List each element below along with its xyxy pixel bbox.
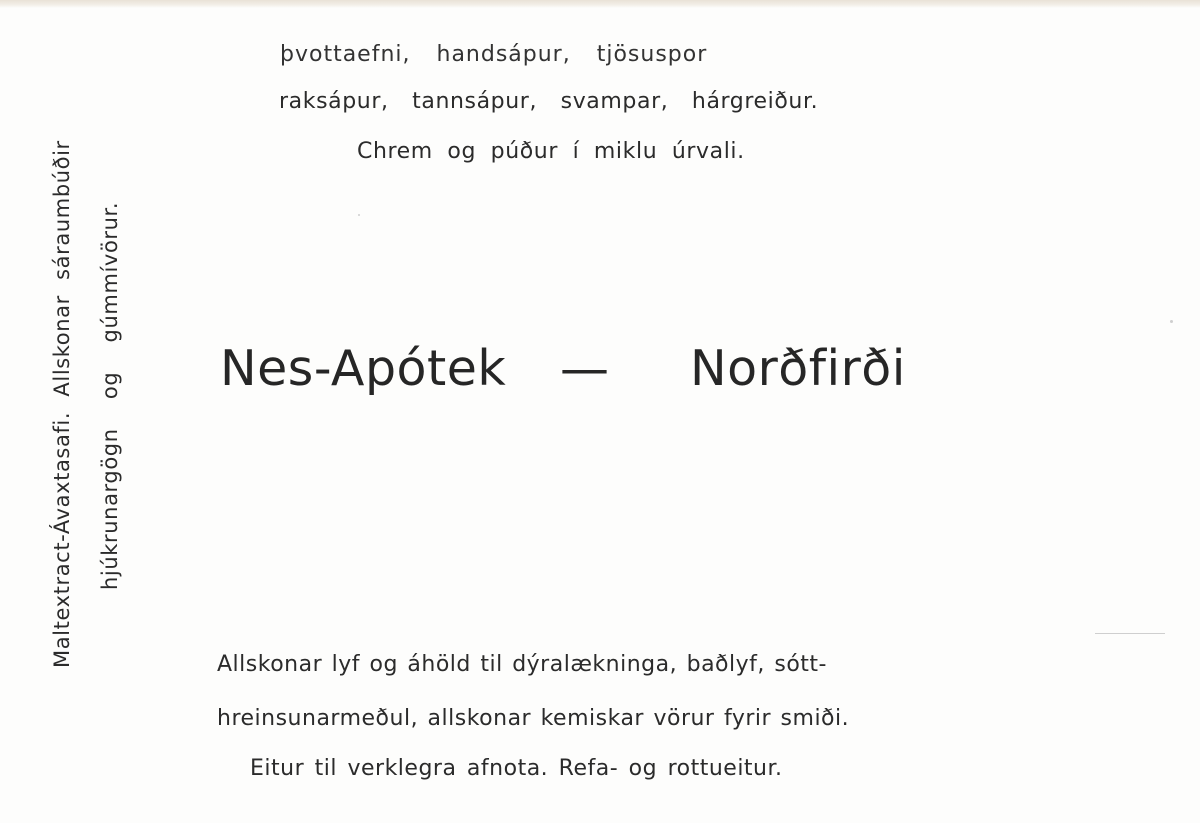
paper-speck	[358, 214, 360, 216]
title-dash: —	[560, 340, 610, 397]
page-title	[220, 340, 910, 410]
paper-speck	[1170, 320, 1173, 323]
top-line-2: Chrem og púður í miklu úrvali.	[357, 139, 745, 164]
top-line-1: raksápur, tannsápur, svampar, hárgreiður.	[279, 89, 819, 114]
bottom-line-1: Allskonar lyf og áhöld til dýralækninga, baðlyf, sótt-	[217, 652, 827, 677]
bottom-line-3: Eitur til verklegra afnota. Refa- og rottueitur.	[250, 756, 783, 781]
title-location: Norðfirði	[690, 340, 906, 397]
bottom-line-2: hreinsunarmeðul, allskonar kemiskar vörur fyrir smiði.	[217, 706, 850, 731]
title-pharmacy-name: Nes-Apótek	[220, 340, 507, 397]
paper-mark	[1095, 633, 1165, 634]
cut-off-text: þvottaefni, handsápur, tjösuspor	[280, 42, 708, 67]
side-line-2: hjúkrunargögn og gúmmívörur.	[98, 201, 122, 590]
cut-off-top-line	[280, 42, 910, 70]
page-top-edge	[0, 0, 1200, 8]
side-line-1: Maltextract-Ávaxtasafi. Allskonar sáraumbúðir	[50, 140, 74, 668]
